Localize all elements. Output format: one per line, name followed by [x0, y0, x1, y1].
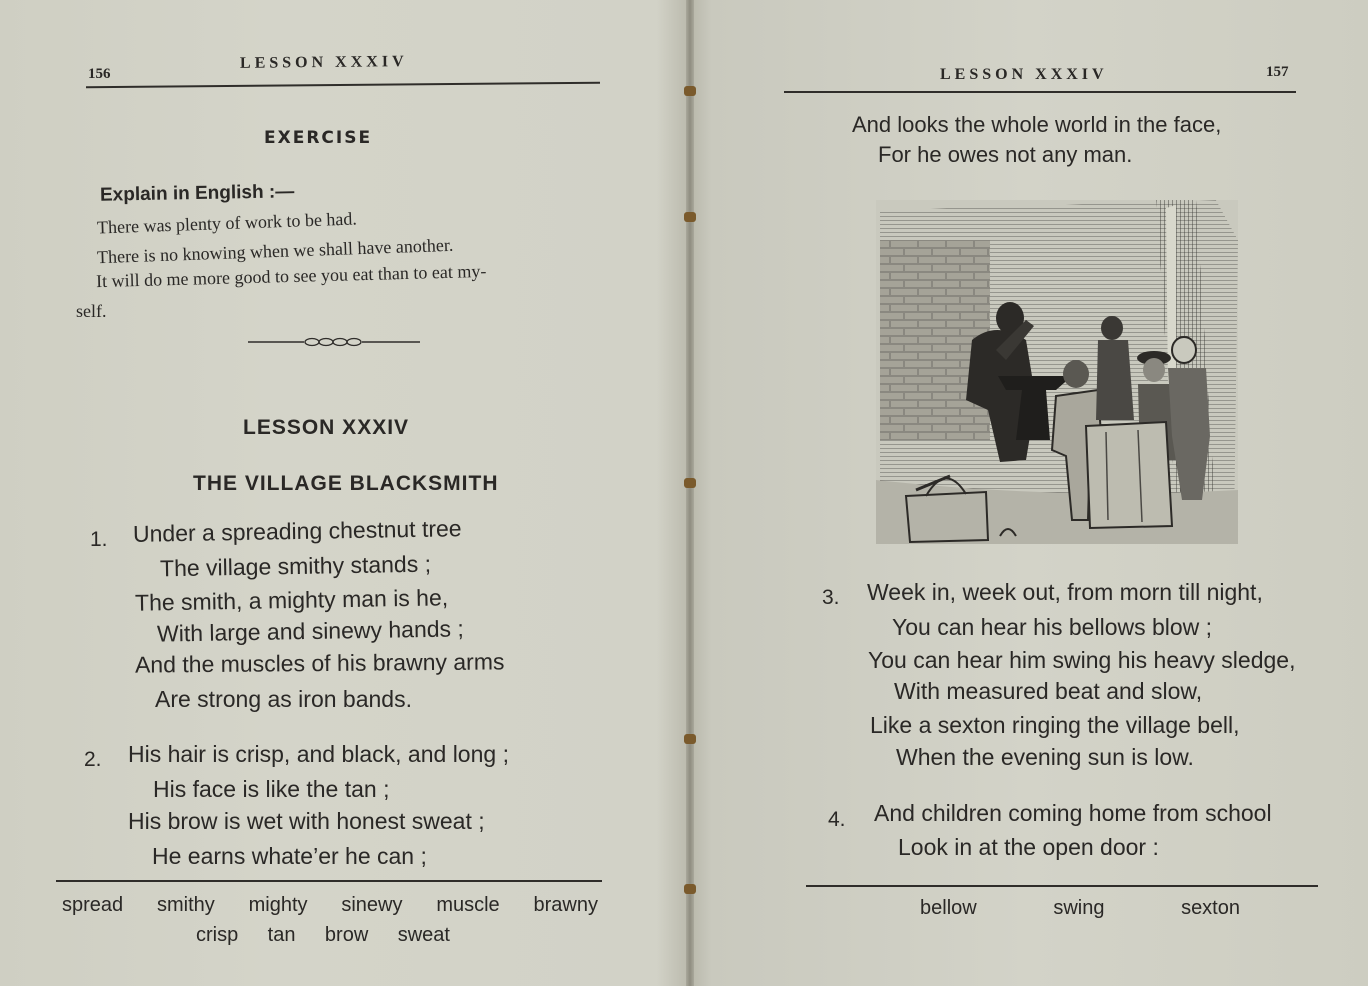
verse-line: Week in, week out, from morn till night, — [867, 579, 1263, 605]
vocab-word: crisp — [196, 924, 239, 946]
vocabulary-row — [196, 924, 450, 947]
verse-line: The village smithy stands ; — [159, 550, 432, 582]
vocabulary-row — [62, 894, 598, 917]
verse-line: And children coming home from school — [874, 800, 1272, 826]
verse-line: He earns whate’er he can ; — [152, 843, 427, 869]
verse-line: With measured beat and slow, — [894, 678, 1203, 704]
vocab-word: spread — [62, 894, 124, 916]
vocab-word: muscle — [436, 894, 500, 916]
verse-line: His brow is wet with honest sweat ; — [128, 808, 485, 834]
header-rule — [86, 82, 600, 88]
poem-title: THE VILLAGE BLACKSMITH — [193, 472, 499, 495]
verse-line: His face is like the tan ; — [153, 776, 390, 802]
blacksmith-illustration — [876, 200, 1238, 544]
header-rule — [784, 91, 1296, 93]
verse-line: When the evening sun is low. — [896, 744, 1194, 770]
running-head: LESSON XXXIV — [239, 53, 408, 72]
footer-rule — [806, 885, 1318, 887]
verse-line: Are strong as iron bands. — [155, 686, 412, 712]
vocab-word: mighty — [248, 894, 308, 916]
running-head: LESSON XXXIV — [940, 66, 1108, 83]
verse-line: For he owes not any man. — [878, 142, 1133, 167]
exercise-line: There is no knowing when we shall have another. — [96, 234, 454, 268]
stanza-number: 1. — [90, 528, 108, 551]
stanza-number: 3. — [822, 586, 840, 609]
vocab-word: swing — [1053, 897, 1105, 919]
vocabulary-row — [920, 897, 1240, 920]
vocab-word: smithy — [156, 894, 215, 916]
verse-line: The smith, a mighty man is he, — [134, 584, 449, 616]
stanza-number: 4. — [828, 808, 846, 831]
vocab-word: tan — [267, 924, 296, 946]
ornamental-divider — [248, 336, 420, 348]
page-number: 156 — [88, 66, 111, 82]
vocab-word: sweat — [397, 924, 450, 946]
footer-rule — [56, 880, 602, 882]
vocab-word: brow — [324, 924, 369, 946]
verse-line: Like a sexton ringing the village bell, — [870, 712, 1240, 738]
page-number: 157 — [1266, 64, 1289, 80]
vocab-word: brawny — [533, 894, 598, 916]
verse-line: And looks the whole world in the face, — [852, 112, 1222, 137]
exercise-instruction: Explain in English :— — [99, 181, 295, 206]
lesson-title: LESSON XXXIV — [243, 416, 410, 439]
verse-line: Under a spreading chestnut tree — [132, 515, 462, 547]
stanza-number: 2. — [84, 748, 102, 771]
exercise-line: It will do me more good to see you eat than to eat my- — [95, 260, 487, 292]
vocab-word: bellow — [920, 897, 977, 919]
verse-line: His hair is crisp, and black, and long ; — [128, 741, 509, 767]
verse-line: And the muscles of his brawny arms — [134, 648, 505, 678]
verse-line: With large and sinewy hands ; — [156, 615, 465, 647]
verse-line: Look in at the open door : — [898, 834, 1159, 860]
verse-line: You can hear him swing his heavy sledge, — [868, 647, 1296, 673]
verse-line: You can hear his bellows blow ; — [892, 614, 1213, 640]
exercise-line: There was plenty of work to be had. — [96, 208, 358, 238]
exercise-line: self. — [76, 301, 107, 321]
vocab-word: sexton — [1181, 897, 1240, 919]
exercise-title: EXERCISE — [264, 128, 373, 148]
vocab-word: sinewy — [341, 894, 403, 916]
